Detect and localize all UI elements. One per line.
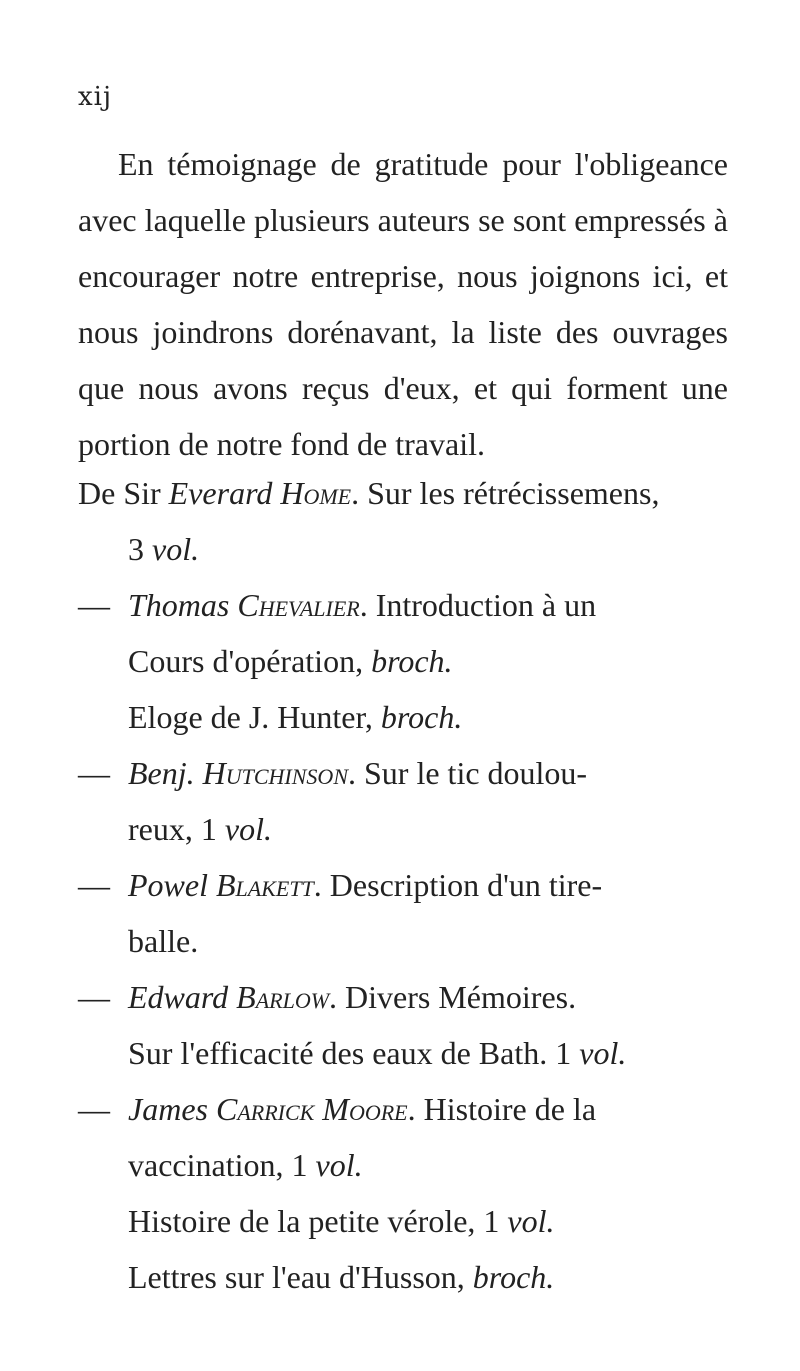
work-volume-count: 3 <box>128 531 144 567</box>
author-surname: Barlow <box>236 979 330 1015</box>
work-title-secondary: Eloge de J. Hunter, <box>128 699 373 735</box>
work-title: Sur le tic doulou- <box>364 755 588 791</box>
entry-prefix: De Sir <box>78 475 161 511</box>
work-entry-blakett: — Powel Blakett. Description d'un tire- balle. <box>78 857 738 969</box>
work-entry-barlow: — Edward Barlow. Divers Mémoires. Sur l'efficacité des eaux de Bath. 1 vol. <box>78 969 738 1081</box>
work-title: Histoire de la <box>423 1091 597 1127</box>
author-given-name: James <box>128 1091 208 1127</box>
work-format: broch. <box>380 699 463 735</box>
work-title-secondary: Sur l'efficacité des eaux de Bath. 1 <box>128 1035 572 1071</box>
author-surname: Blakett <box>215 867 314 903</box>
work-entry-hutchinson: — Benj. Hutchinson. Sur le tic doulou- reux, 1 vol. <box>78 745 738 857</box>
author-given-name: Benj. <box>128 755 195 791</box>
work-title: Sur les rétrécissemens, <box>367 475 660 511</box>
work-format: vol. <box>315 1147 363 1183</box>
work-format: vol. <box>224 811 272 847</box>
entry-dash: — <box>78 867 110 903</box>
entry-dash: — <box>78 1091 110 1127</box>
work-title-continued: vaccination, 1 <box>128 1147 308 1183</box>
work-title-tertiary: Lettres sur l'eau d'Husson, <box>128 1259 465 1295</box>
work-format: broch. <box>472 1259 555 1295</box>
work-title-continued: balle. <box>128 923 199 959</box>
intro-paragraph: En témoignage de gratitude pour l'obligeance avec laquelle plusieurs auteurs se sont empressés à encourager notre entreprise, nous joignons ici, et nous joindrons dorénavant, la liste des ouvrages que nous avons reçus d'eux, et qui forment une portion de notre fond de travail. <box>78 146 728 462</box>
works-list <box>78 465 738 1305</box>
author-given-name: Everard <box>168 475 273 511</box>
entry-dash: — <box>78 587 110 623</box>
entry-dash: — <box>78 755 110 791</box>
entry-dash: — <box>78 979 110 1015</box>
author-surname: Chevalier <box>237 587 360 623</box>
work-title-continued: reux, 1 <box>128 811 217 847</box>
author-surname: Hutchinson <box>202 755 348 791</box>
work-title-secondary: Histoire de la petite vérole, 1 <box>128 1203 500 1239</box>
author-given-name: Edward <box>128 979 229 1015</box>
page-number: xij <box>78 82 113 112</box>
work-format: vol. <box>579 1035 627 1071</box>
work-format: vol. <box>152 531 200 567</box>
author-given-name: Thomas <box>128 587 230 623</box>
author-surname: Carrick Moore <box>215 1091 408 1127</box>
author-given-name: Powel <box>128 867 208 903</box>
work-title: Description d'un tire- <box>329 867 603 903</box>
work-entry-chevalier: — Thomas Chevalier. Introduction à un Cours d'opération, broch. Eloge de J. Hunter, broch. <box>78 577 738 745</box>
work-title: Introduction à un <box>375 587 597 623</box>
work-format: broch. <box>371 643 453 679</box>
work-title: Divers Mémoires. <box>345 979 577 1015</box>
work-title-continued: Cours d'opération, <box>128 643 364 679</box>
work-entry-moore: — James Carrick Moore. Histoire de la vaccination, 1 vol. Histoire de la petite vérole, 1 vol. Lettres sur l'eau d'Husson, broch. <box>78 1081 738 1305</box>
work-format: vol. <box>507 1203 555 1239</box>
work-entry-home: De Sir Everard Home. Sur les rétrécissemens, 3 vol. <box>78 475 660 567</box>
author-surname: Home <box>280 475 352 511</box>
